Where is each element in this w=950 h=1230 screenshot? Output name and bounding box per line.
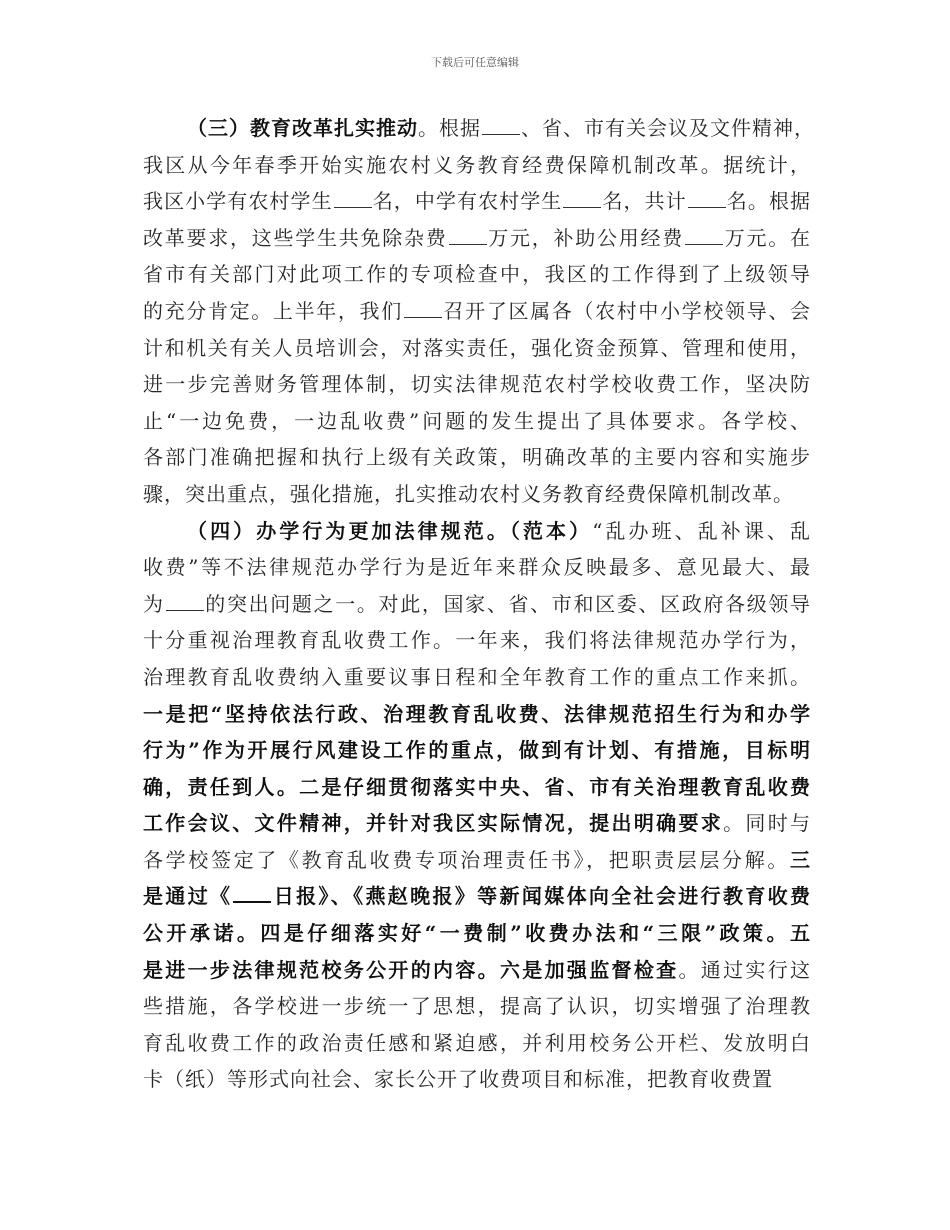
text-line	[143, 988, 811, 1025]
text-run: 名，中学有农村学生	[372, 189, 563, 214]
text-run: “乱办班、乱补课、乱	[592, 518, 812, 543]
text-line	[143, 183, 811, 220]
text-line	[143, 659, 811, 696]
text-line	[143, 256, 811, 293]
text-line	[143, 805, 811, 842]
text-run: 万元，补助公用经费	[487, 225, 684, 250]
text-run: 。通过实行这	[678, 957, 812, 982]
bold-text-run: 是进一步法律规范校务公开的内容。六是加强监督检查	[143, 957, 679, 982]
bold-text-run: 日报》、《燕赵晚报》等新闻媒体向全社会进行教育收费	[272, 884, 812, 909]
text-line	[143, 1025, 811, 1062]
text-line	[143, 622, 811, 659]
text-line	[143, 439, 811, 476]
text-line	[143, 769, 811, 806]
text-line	[143, 1061, 811, 1098]
fill-in-blank	[449, 243, 487, 245]
text-run: 各学校签定了《教育乱收费专项治理责任书》，把职责层层分解。	[143, 847, 790, 872]
text-run: 的充分肯定。上半年，我们	[143, 298, 403, 323]
text-line	[143, 293, 811, 330]
text-run: 召开了区属各（农村中小学校领导、会	[442, 298, 812, 323]
text-run: 。根据	[418, 116, 481, 140]
text-run: 十分重视治理教育乱收费工作。一年来，我们将法律规范办学行为，	[143, 628, 811, 653]
text-line	[143, 220, 811, 257]
text-line	[143, 952, 811, 989]
text-run: 各部门准确把握和执行上级有关政策，明确改革的主要内容和实施步	[143, 445, 811, 470]
text-line	[143, 696, 811, 733]
bold-text-run: 行为”作为开展行风建设工作的重点，做到有计划、有措施，目标明	[143, 738, 811, 763]
text-line	[143, 513, 811, 550]
text-run: 些措施，各学校进一步统一了思想，提高了认识，切实增强了治理教	[143, 994, 811, 1019]
text-run: 的突出问题之一。对此，国家、省、市和区委、区政府各级领导	[204, 591, 812, 616]
text-line	[143, 110, 815, 147]
bold-text-run: 三	[790, 847, 811, 872]
text-run: 名，共计	[602, 189, 687, 214]
text-run: 万元。在	[724, 225, 811, 250]
bold-text-run: 公开承诺。四是仔细落实好“一费制”收费办法和“三限”政策。五	[143, 921, 811, 946]
text-line	[143, 549, 811, 586]
text-run: 收费”等不法律规范办学行为是近年来群众反映最多、意见最大、最	[143, 555, 811, 580]
text-run: 省市有关部门对此项工作的专项检查中，我区的工作得到了上级领导	[143, 262, 811, 287]
text-line	[143, 147, 811, 184]
text-run: 。同时与	[723, 811, 812, 836]
page-header: 下载后可任意编辑	[431, 56, 519, 69]
bold-text-run: （四）办学行为更加法律规范。（范本）	[187, 518, 593, 543]
text-line	[143, 403, 811, 440]
document-body	[143, 110, 815, 1098]
text-run: 、省、市有关会议及文件精神，	[521, 116, 815, 140]
text-line	[143, 476, 811, 513]
bold-text-run: 一是把“坚持依法行政、治理教育乱收费、法律规范招生行为和办学	[143, 701, 811, 726]
text-run: 治理教育乱收费纳入重要议事日程和全年教育工作的重点工作来抓。	[143, 664, 811, 689]
fill-in-blank	[685, 243, 723, 245]
text-run: 骤，突出重点，强化措施，扎实推动农村义务教育经费保障机制改革。	[143, 481, 794, 506]
text-run: 卡（纸）等形式向社会、家长公开了收费项目和标准，把教育收费置	[143, 1067, 773, 1092]
bold-text-run: （三）教育改革扎实推动	[187, 116, 418, 140]
fill-in-blank	[404, 316, 442, 318]
bold-text-run: 是通过《	[143, 884, 233, 909]
fill-in-blank	[482, 133, 520, 135]
bold-text-run: 工作会议、文件精神，并针对我区实际情况，提出明确要求	[143, 811, 724, 836]
bold-text-run: 确，责任到人。二是仔细贯彻落实中央、省、市有关治理教育乱收费	[143, 774, 811, 799]
text-run: 育乱收费工作的政治责任感和紧迫感，并利用校务公开栏、发放明白	[143, 1030, 811, 1055]
text-run: 止“一边免费，一边乱收费”问题的发生提出了具体要求。各学校、	[143, 408, 811, 433]
text-line	[143, 842, 811, 879]
text-run: 我区小学有农村学生	[143, 189, 333, 214]
text-line	[143, 330, 811, 367]
text-line	[143, 878, 811, 915]
text-run: 进一步完善财务管理体制，切实法律规范农村学校收费工作，坚决防	[143, 372, 811, 397]
text-run: 为	[143, 591, 165, 616]
text-line	[143, 366, 811, 403]
text-line	[143, 915, 811, 952]
fill-in-blank	[688, 206, 726, 208]
text-line	[143, 586, 811, 623]
text-line	[143, 732, 811, 769]
fill-in-blank	[166, 609, 204, 611]
text-run: 改革要求，这些学生共免除杂费	[143, 225, 448, 250]
text-run: 我区从今年春季开始实施农村义务教育经费保障机制改革。据统计，	[143, 152, 811, 177]
fill-in-blank	[233, 900, 271, 903]
text-run: 名。根据	[726, 189, 812, 214]
fill-in-blank	[563, 206, 601, 208]
text-run: 计和机关有关人员培训会，对落实责任，强化资金预算、管理和使用，	[143, 335, 811, 360]
fill-in-blank	[334, 206, 372, 208]
